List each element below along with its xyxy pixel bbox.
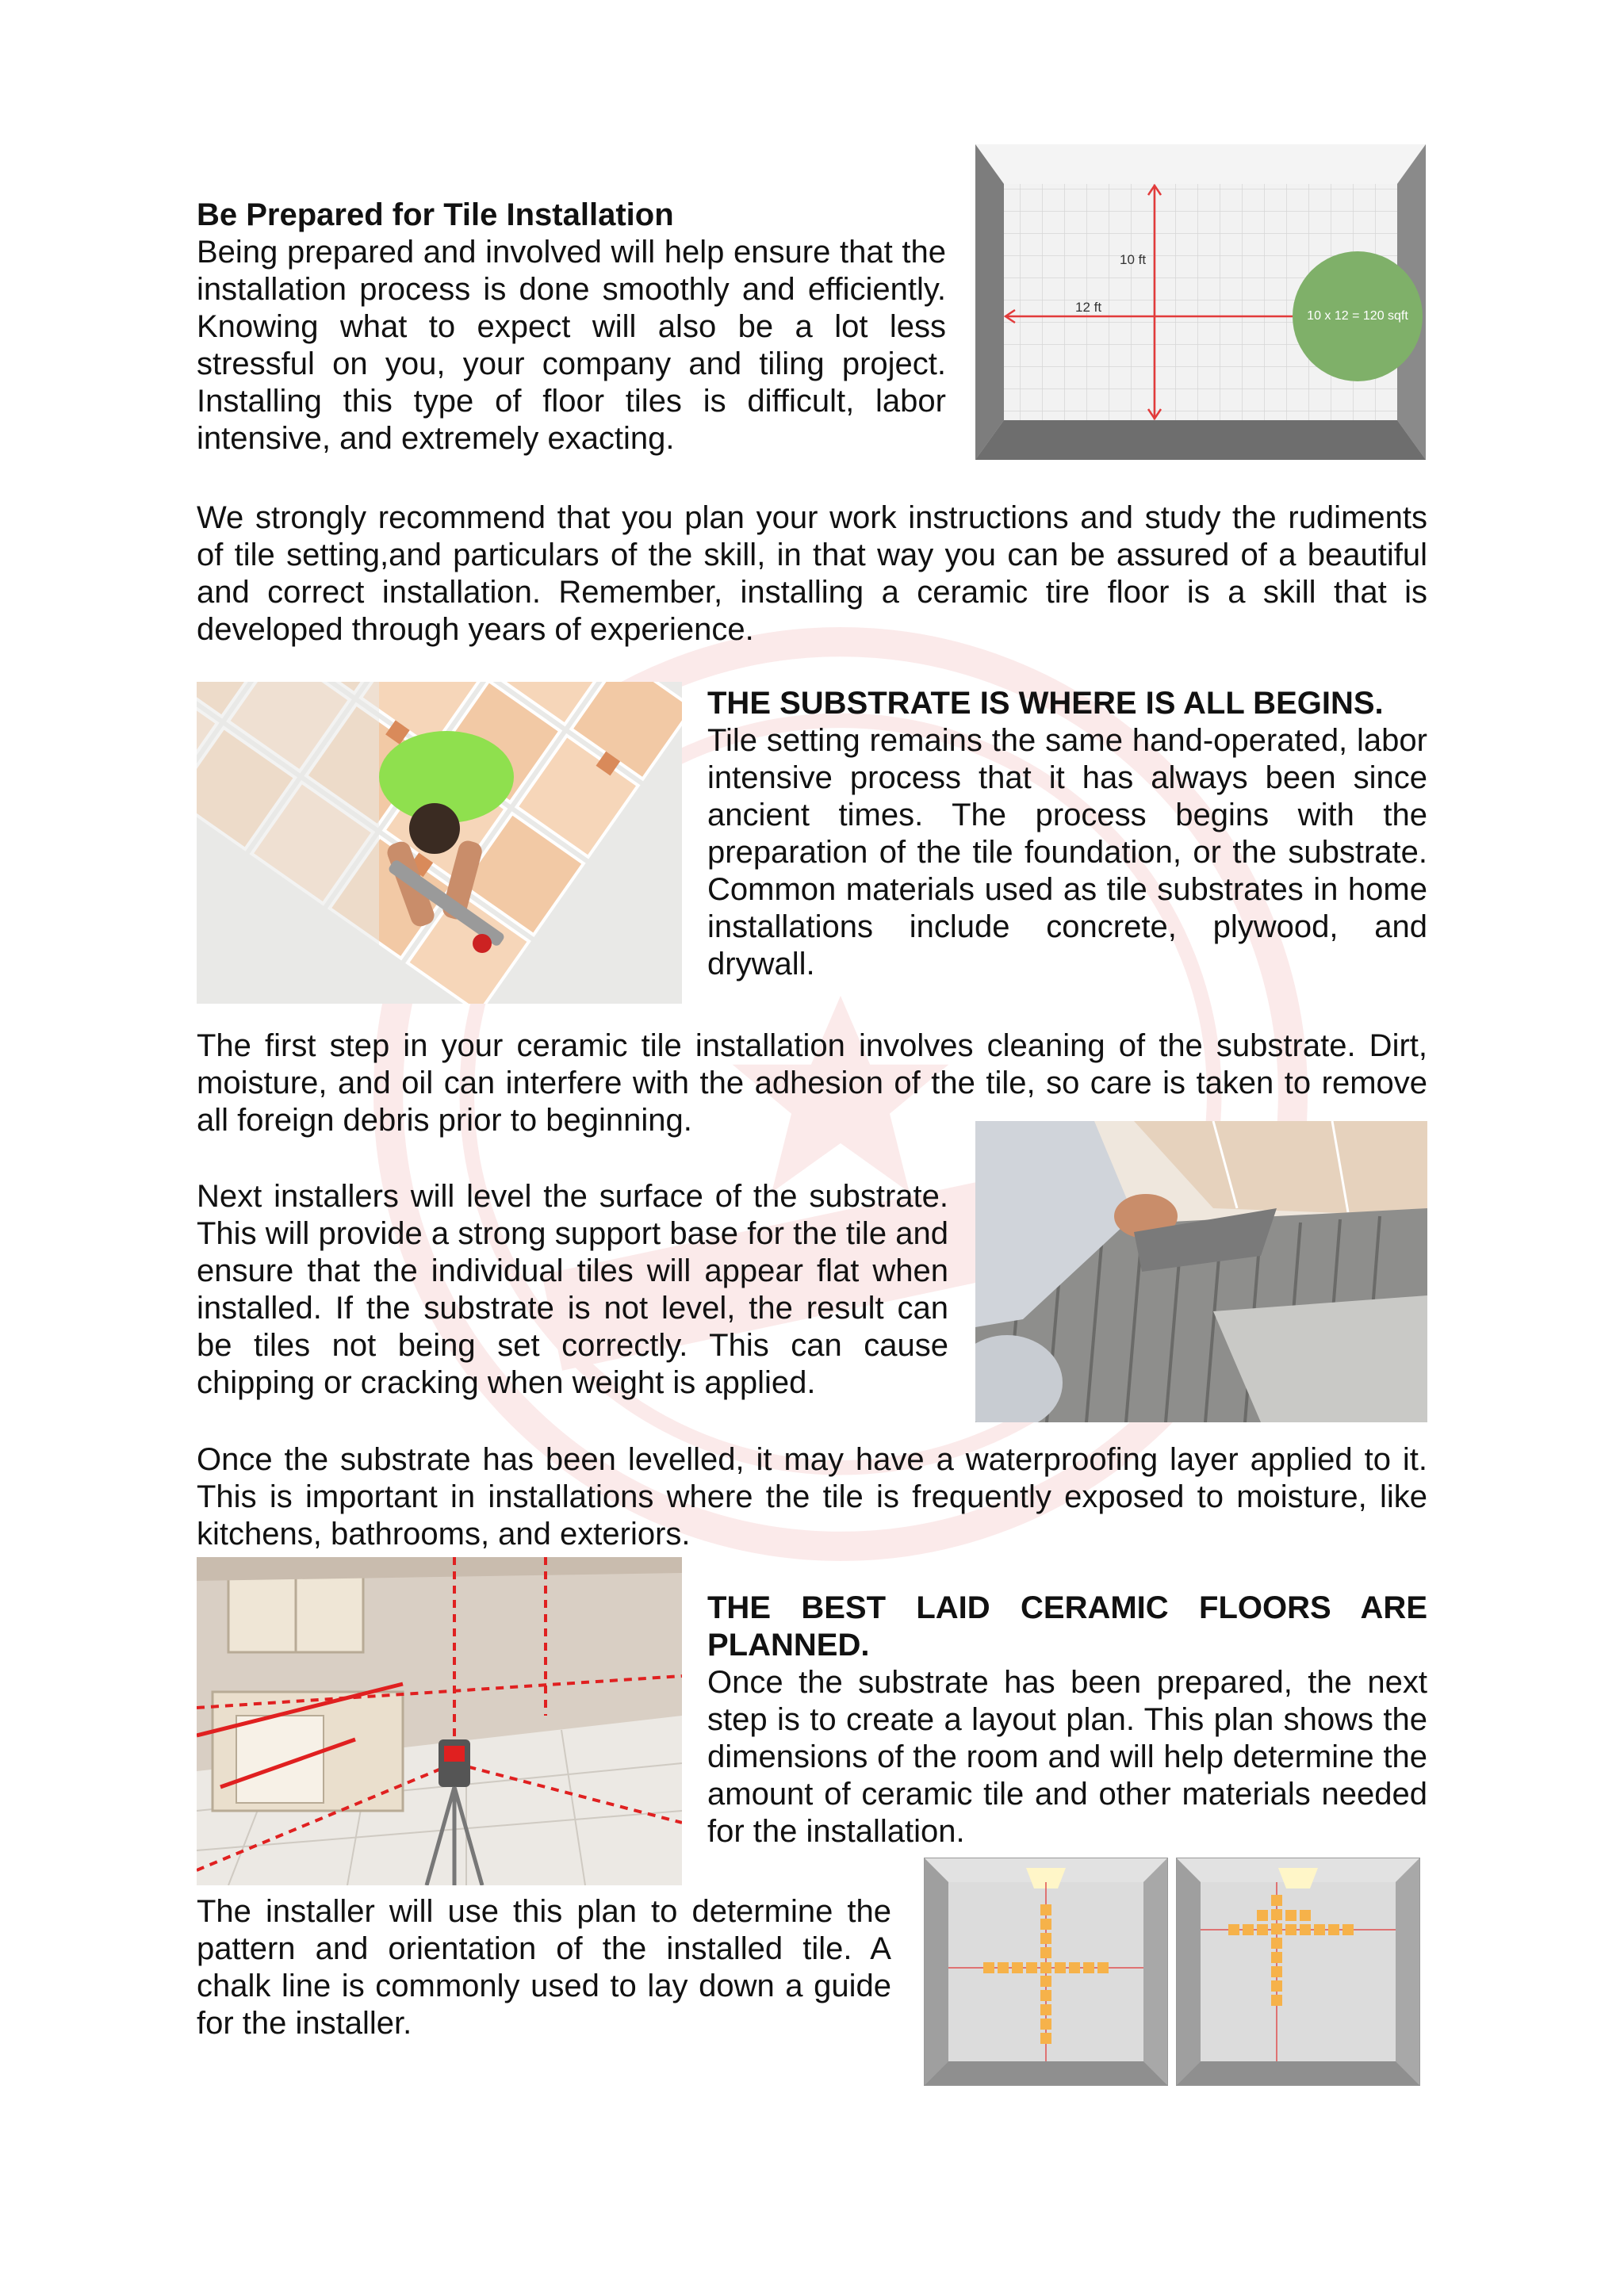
paragraph-planned: Once the substrate has been prepared, the next step is to create a layout plan. This plan shows the dimensions of the room and will help determine the amount of ceramic tile and other materials needed for the installation. xyxy=(707,1665,1427,1849)
paragraph-be-prepared: Being prepared and involved will help ensure that the installation process is done smoothly and efficiently. Knowing what to expect will also be a lot less stressful on you, your company and tiling project. Installing this type of floor tiles is difficult, labor intensive, and extremely exacting. xyxy=(197,235,946,456)
label-area-sqft: 10 x 12 = 120 sqft xyxy=(1307,309,1408,323)
paragraph-leveling: Next installers will level the surface of the substrate. This will provide a strong support base for the tile and ensure that the individual tiles will appear flat when installed. If the substrate is not level, the result can be tiles not being set correctly. This can cause chipping or cracking when weight is applied. xyxy=(197,1179,948,1400)
section-leveling xyxy=(197,1178,948,1402)
photo-tile-cutting xyxy=(197,682,682,1004)
layout-plan-centered xyxy=(925,1858,1167,2085)
photo-trowel-mortar xyxy=(975,1121,1427,1422)
paragraph-recommend: We strongly recommend that you plan your work instructions and study the rudiments of tile setting,and particulars of the skill, in that way you can be assured of a beautiful and correct installation. Remember, installing a ceramic tire floor is a skill that is developed through years of experience. xyxy=(197,500,1427,647)
section-planned xyxy=(707,1590,1427,1850)
paragraph-substrate: Tile setting remains the same hand-operated, labor intensive process that it has always been since ancient times. The process begins with the preparation of the tile foundation, or the substrate. Common materials used as tile substrates in home installations include concrete, plywood, and drywall. xyxy=(707,723,1427,982)
heading-substrate: THE SUBSTRATE IS WHERE IS ALL BEGINS. xyxy=(707,686,1384,721)
paragraph-cleaning: The first step in your ceramic tile installation involves cleaning of the substrate. Dirt, moisture, and oil can interfere with the adhesion of the tile, so care is taken to remove all foreign debris prior to beginning. xyxy=(197,1028,1427,1138)
paragraph-chalk-line: The installer will use this plan to determine the pattern and orientation of the installed tile. A chalk line is commonly used to lay down a guide for the installer. xyxy=(197,1894,891,2041)
paragraph-waterproofing: Once the substrate has been levelled, it may have a waterproofing layer applied to it. This is important in installations where the tile is frequently exposed to moisture, like kitchens, bathrooms, and exteriors. xyxy=(197,1442,1427,1552)
layout-plan-offset xyxy=(1177,1858,1419,2085)
room-dimension-diagram xyxy=(975,144,1426,460)
section-waterproofing xyxy=(197,1441,1427,1553)
illustration-laser-level xyxy=(197,1557,682,1885)
label-width-10ft: 10 ft xyxy=(1120,252,1147,267)
section-chalk-line xyxy=(197,1893,891,2042)
illustration-tile-layout-plans xyxy=(923,1857,1421,2087)
section-be-prepared xyxy=(197,197,946,457)
heading-be-prepared: Be Prepared for Tile Installation xyxy=(197,197,674,232)
label-length-12ft: 12 ft xyxy=(1075,300,1102,315)
heading-planned: THE BEST LAID CERAMIC FLOORS ARE PLANNED. xyxy=(707,1590,1427,1663)
section-substrate xyxy=(707,685,1427,983)
section-recommend xyxy=(197,499,1427,649)
